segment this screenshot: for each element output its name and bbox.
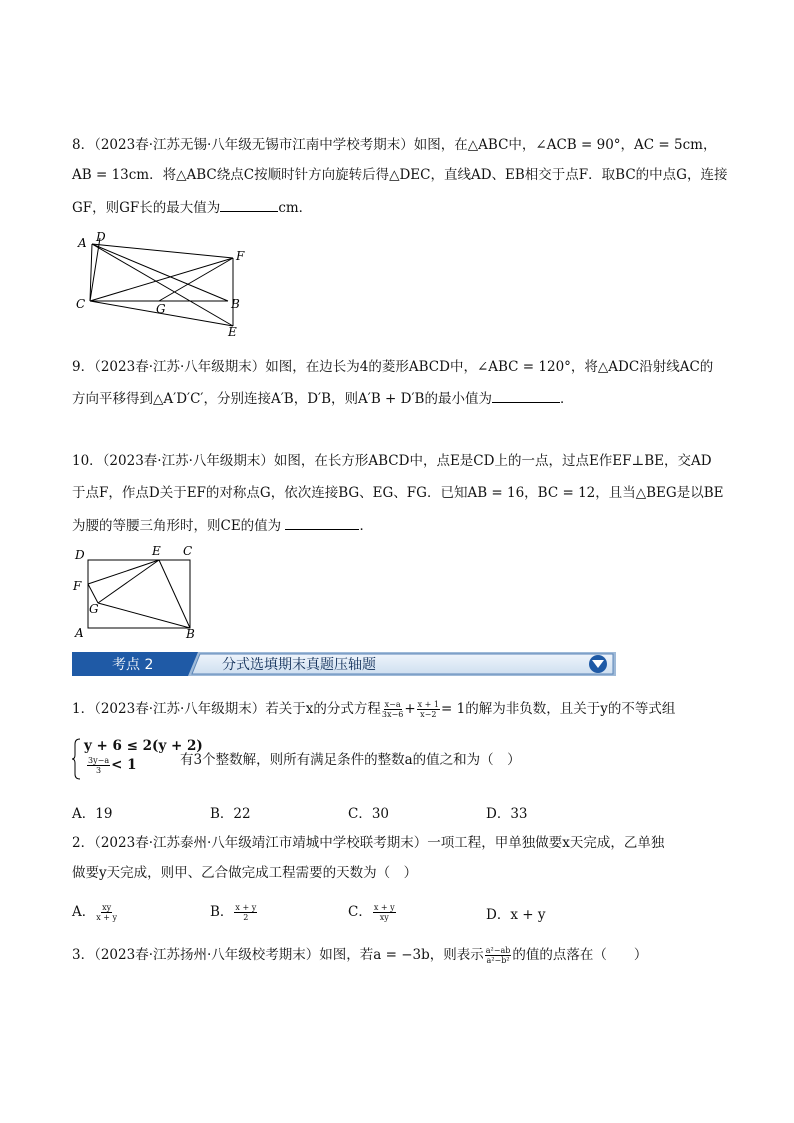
p3-fraction-denominator: a²−b² xyxy=(486,956,510,965)
p1-inequality-2-tail: < 1 xyxy=(111,757,137,773)
q10-figure xyxy=(70,543,206,641)
p3-line-1 xyxy=(72,946,647,965)
q9-line-1: 9．（2023春·江苏·八年级期末）如图，在边长为4的菱形ABCD中，∠ABC = 120°，将△ADC沿射线AC的 xyxy=(72,359,714,375)
p1-option-a[interactable]: A．19 xyxy=(72,806,113,822)
p1-fraction-2 xyxy=(417,700,440,719)
p3-line-1-tail: 的值的点落在（ ） xyxy=(512,947,648,963)
q10-label-D: D xyxy=(75,548,85,562)
p2-option-c-denominator: xy xyxy=(379,913,389,922)
p2-option-a-denominator: x + y xyxy=(96,913,118,922)
p2-option-c-fraction xyxy=(373,903,396,922)
p2-option-a-numerator: xy xyxy=(102,903,112,912)
q10-label-E: E xyxy=(152,544,161,558)
q8-line-3 xyxy=(72,198,312,217)
banner-title: 分式选填期末真题压轴题 xyxy=(222,657,376,673)
p1-inequality-2 xyxy=(86,756,137,775)
p2-option-b-fraction xyxy=(234,903,257,922)
q8-figure xyxy=(70,228,260,340)
p2-line-1: 2．（2023春·江苏泰州·八年级靖江市靖城中学校联考期末）一项工程，甲单独做要x天完成，乙单独 xyxy=(72,835,665,851)
p1-inequality-system xyxy=(72,738,203,780)
p1-line-1 xyxy=(72,700,675,719)
q10-label-G: G xyxy=(89,602,99,616)
q8-label-G: G xyxy=(156,302,166,316)
p1-plus: + xyxy=(404,701,416,717)
p2-option-c-numerator: x + y xyxy=(373,903,395,912)
p2-option-a-label: A． xyxy=(72,904,96,920)
p2-line-2: 做要y天完成，则甲、乙合做完成工程需要的天数为（ ） xyxy=(72,865,418,881)
q8-label-C: C xyxy=(76,297,86,311)
q8-label-A: A xyxy=(78,236,87,250)
q9-line-2-text: 方向平移得到△A′D′C′，分别连接A′B，D′B，则A′B + D′B的最小值为 xyxy=(72,391,492,407)
p2-option-b[interactable] xyxy=(210,900,258,922)
p2-option-d[interactable]: D．x + y xyxy=(486,907,546,923)
q10-line-2: 于点F，作点D关于EF的对称点G，依次连接BG、EG、FG．已知AB = 16，BC = 12，且当△BEG是以BE xyxy=(72,485,724,501)
p1-brace xyxy=(72,738,82,780)
q10-answer-blank xyxy=(285,516,359,530)
p2-option-c[interactable] xyxy=(348,900,397,922)
p2-option-b-denominator: 2 xyxy=(243,913,249,922)
p1-option-d[interactable]: D．33 xyxy=(486,806,528,822)
p2-option-c-label: C． xyxy=(348,904,372,920)
q8-label-B: B xyxy=(231,297,240,311)
p3-fraction xyxy=(485,946,512,965)
q8-segment-GF xyxy=(159,258,233,301)
p1-fraction-2-numerator: x + 1 xyxy=(417,700,440,709)
q10-segment-EB xyxy=(159,560,190,628)
p2-option-a[interactable] xyxy=(72,900,118,922)
q10-period: ． xyxy=(359,518,373,534)
q10-label-F: F xyxy=(73,579,82,593)
p1-fraction-3-denominator: 3 xyxy=(96,766,102,775)
q8-label-D: D xyxy=(96,230,106,244)
banner-tag: 考点 2 xyxy=(112,657,154,673)
p3-fraction-numerator: a²−ab xyxy=(485,946,511,955)
p1-fraction-2-denominator: x−2 xyxy=(420,710,437,719)
q8-answer-blank xyxy=(220,198,278,212)
p1-fraction-1 xyxy=(382,700,403,719)
q10-line-1: 10．（2023春·江苏·八年级期末）如图，在长方形ABCD中，点E是CD上的一点，过点E作EF⊥BE，交AD xyxy=(72,453,712,469)
q9-period: ． xyxy=(559,391,574,407)
q10-segment-GB xyxy=(98,603,190,628)
section-banner xyxy=(72,652,616,676)
q10-segment-FG xyxy=(88,584,98,603)
p3-line-1-text: 3．（2023春·江苏扬州·八年级校考期末）如图，若a = −3b，则表示 xyxy=(72,947,484,963)
p1-fraction-1-denominator: 3x−6 xyxy=(381,710,404,719)
q8-label-F: F xyxy=(236,249,245,263)
p1-line-2: 有3个整数解，则所有满足条件的整数a的值之和为（ ） xyxy=(180,752,521,768)
p1-line-1-text: 1．（2023春·江苏·八年级期末）若关于x的分式方程 xyxy=(72,701,381,717)
q8-line-3-text: GF，则GF长的最大值为 xyxy=(72,200,221,216)
q10-line-3 xyxy=(72,516,373,535)
p2-option-b-numerator: x + y xyxy=(235,903,257,912)
q10-segment-EG xyxy=(98,560,159,603)
q8-unit: cm． xyxy=(278,200,313,216)
q9-line-2 xyxy=(72,389,573,408)
q8-line-1: 8．（2023春·江苏无锡·八年级无锡市江南中学校考期末）如图，在△ABC中，∠ACB = 90°，AC = 5cm， xyxy=(72,137,717,153)
p1-fraction-3-numerator: 3y−a xyxy=(88,756,110,765)
q10-label-C: C xyxy=(183,544,193,558)
p1-option-b[interactable]: B．22 xyxy=(210,806,251,822)
q10-line-3-text: 为腰的等腰三角形时，则CE的值为 xyxy=(72,518,282,534)
p1-inequality-1: y + 6 ≤ 2(y + 2) xyxy=(84,738,203,754)
p1-fraction-1-numerator: x−a xyxy=(384,700,401,709)
p2-option-a-fraction xyxy=(96,903,117,922)
q9-answer-blank xyxy=(492,389,560,403)
q8-line-2: AB = 13cm．将△ABC绕点C按顺时针方向旋转后得△DEC，直线AD、EB相交于点F．取BC的中点G，连接 xyxy=(72,167,728,183)
q10-label-B: B xyxy=(186,627,195,641)
q10-segment-FE xyxy=(88,560,159,584)
q8-label-E: E xyxy=(228,325,237,339)
p1-option-c[interactable]: C．30 xyxy=(348,806,390,822)
q10-label-A: A xyxy=(75,626,84,640)
p1-line-1-tail: = 1的解为非负数，且关于y的不等式组 xyxy=(441,701,676,717)
p2-option-b-label: B． xyxy=(210,904,234,920)
p1-fraction-3 xyxy=(87,756,110,775)
